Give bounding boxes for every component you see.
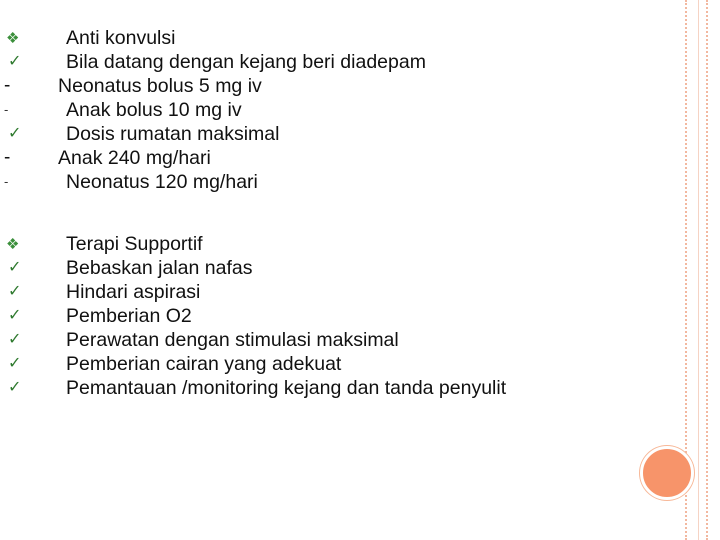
bullet-line [0, 352, 640, 376]
bullet-text: Bila datang dengan kejang beri diadepam [66, 51, 426, 73]
decorative-circle [640, 446, 694, 500]
bullet-text: Pemberian cairan yang adekuat [66, 353, 342, 375]
section-gap [0, 194, 640, 212]
bullet-line [0, 280, 640, 304]
dash-bullet-icon: - [4, 174, 9, 189]
bullet-text: Anak 240 mg/hari [58, 147, 211, 169]
check-bullet-icon: ✓ [8, 331, 22, 348]
bullet-text: Perawatan dengan stimulasi maksimal [66, 329, 399, 351]
bullet-line [0, 98, 640, 122]
bullet-text: Anti konvulsi [66, 27, 176, 49]
bullet-text: Anak bolus 10 mg iv [66, 99, 242, 121]
bullet-line [0, 146, 640, 170]
bullet-line [0, 304, 640, 328]
bullet-line [0, 50, 640, 74]
bullet-text: Terapi Supportif [66, 233, 203, 255]
dash-bullet-icon: - [4, 147, 11, 168]
bullet-line [0, 122, 640, 146]
bullet-line [0, 232, 640, 256]
bullet-line [0, 26, 640, 50]
section-gap [0, 212, 640, 232]
bullet-line [0, 170, 640, 194]
bullet-line [0, 256, 640, 280]
check-bullet-icon: ✓ [8, 307, 22, 324]
diamond-bullet-icon: ❖ [6, 30, 20, 47]
bullet-text: Neonatus bolus 5 mg iv [58, 75, 262, 97]
check-bullet-icon: ✓ [8, 283, 22, 300]
check-bullet-icon: ✓ [8, 379, 22, 396]
bullet-line [0, 376, 640, 400]
bullet-text: Hindari aspirasi [66, 281, 201, 303]
dash-bullet-icon: - [4, 75, 11, 96]
slide-content [0, 26, 640, 400]
check-bullet-icon: ✓ [8, 53, 22, 70]
bullet-text: Dosis rumatan maksimal [66, 123, 280, 145]
bullet-text: Pemantauan /monitoring kejang dan tanda penyulit [66, 377, 507, 399]
bullet-text: Pemberian O2 [66, 305, 192, 327]
bullet-text: Neonatus 120 mg/hari [66, 171, 258, 193]
bullet-line [0, 74, 640, 98]
check-bullet-icon: ✓ [8, 125, 22, 142]
bullet-line [0, 328, 640, 352]
check-bullet-icon: ✓ [8, 355, 22, 372]
frame-line-inner [706, 0, 708, 540]
diamond-bullet-icon: ❖ [6, 236, 20, 253]
dash-bullet-icon: - [4, 102, 9, 117]
frame-line-middle [698, 0, 699, 540]
bullet-text: Bebaskan jalan nafas [66, 257, 253, 279]
check-bullet-icon: ✓ [8, 259, 22, 276]
